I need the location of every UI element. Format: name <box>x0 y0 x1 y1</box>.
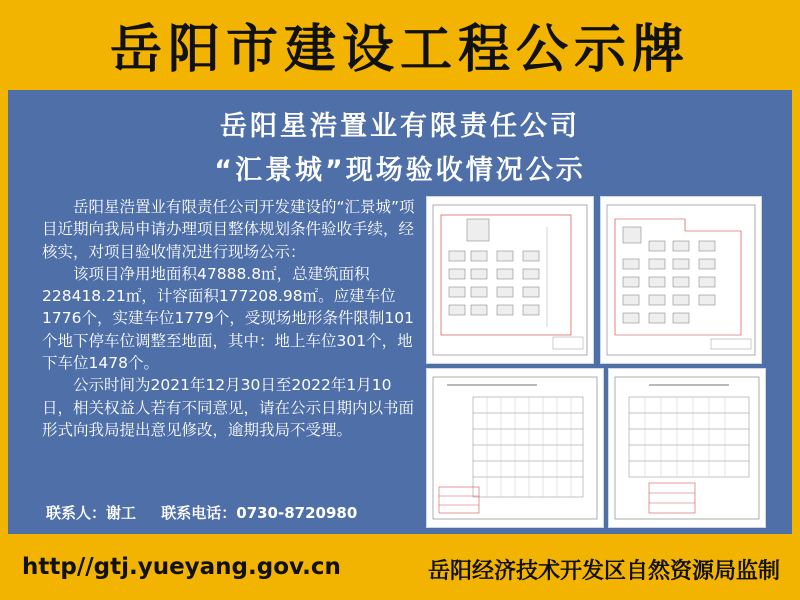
footer-bar <box>0 538 800 600</box>
parking-plan-drawing-icon <box>427 369 603 527</box>
site-plan-drawing-icon <box>427 197 593 363</box>
company-heading: 岳阳星浩置业有限责任公司 <box>220 111 580 142</box>
notice-paragraph: 该项目净用地面积47888.8㎡，总建筑面积228418.21㎡，计容面积177208.98㎡。应建车位1776个，实建车位1779个，受现场地形条件限制101个地下停车位调整至地面，其中：地上车位301个，地下车位1478个。 <box>42 264 414 373</box>
parking-plan-drawing-1 <box>426 368 604 528</box>
contact-phone: 联系电话：0730-8720980 <box>161 504 358 522</box>
notice-paragraph: 岳阳星浩置业有限责任公司开发建设的“汇景城”项目近期向我局申请办理项目整体规划条件验收手续，经核实，对项目验收情况进行现场公示： <box>42 198 415 261</box>
website-link[interactable]: http//gtj.yueyang.gov.cn <box>22 554 341 580</box>
notice-panel <box>8 90 792 534</box>
supervisor-text: 岳阳经济技术开发区自然资源局监制 <box>427 559 780 584</box>
subject-heading: “汇景城”现场验收情况公示 <box>214 155 586 186</box>
site-plan-drawing-2 <box>600 196 762 364</box>
contact-person: 联系人：谢工 <box>46 504 137 522</box>
notice-body <box>42 196 422 441</box>
site-plan-drawing-icon <box>601 197 761 363</box>
contact-line <box>46 502 377 523</box>
top-banner <box>0 0 800 88</box>
parking-plan-drawing-icon <box>609 369 765 527</box>
notice-paragraph: 公示时间为2021年12月30日至2022年1月10日，相关权益人若有不同意见，请在公示日期内以书面形式向我局提出意见修改，逾期我局不受理。 <box>42 376 415 439</box>
banner-title: 岳阳市建设工程公示牌 <box>109 19 690 80</box>
parking-plan-drawing-2 <box>608 368 766 528</box>
site-plan-drawing-1 <box>426 196 594 364</box>
